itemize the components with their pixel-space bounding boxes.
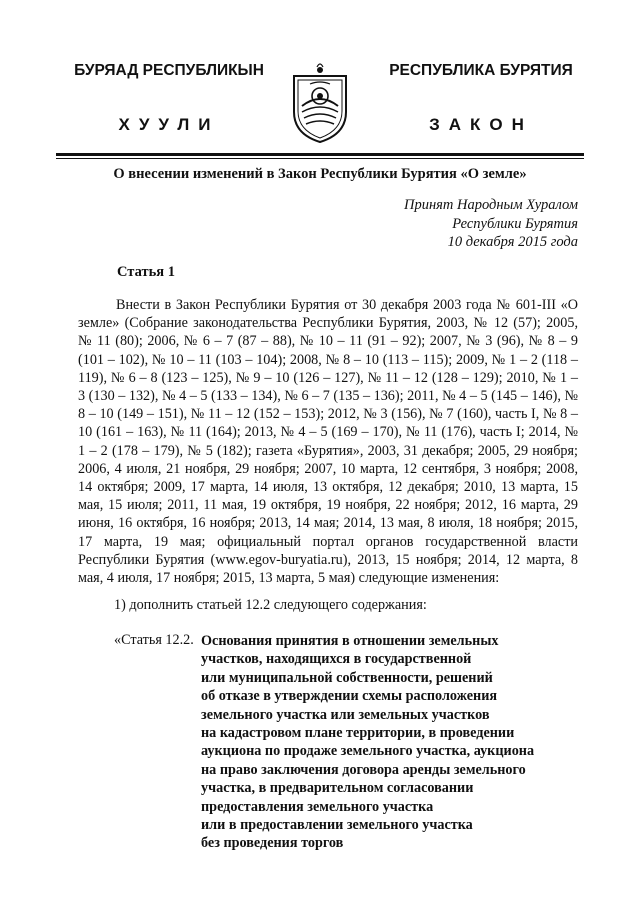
adoption-date: 10 декабря 2015 года	[447, 234, 578, 250]
heading-line: земельного участка или земельных участков	[201, 706, 490, 723]
adoption-note	[404, 196, 578, 252]
heading-line: об отказе в утверждении схемы расположения	[201, 688, 498, 705]
header-left-law: ХУУЛИ	[118, 115, 220, 134]
header-right-name: РЕСПУБЛИКА БУРЯТИЯ	[389, 62, 573, 79]
header-rule-thick	[56, 153, 584, 156]
coat-of-arms-icon	[290, 62, 350, 144]
heading-line: или муниципальной собственности, решений	[201, 669, 493, 686]
document-title: О внесении изменений в Закон Республики Бурятия «О земле»	[113, 166, 527, 182]
header-left-name: БУРЯАД РЕСПУБЛИКЫН	[74, 62, 264, 79]
adoption-line: Республики Бурятия	[452, 215, 578, 232]
header-right-law: ЗАКОН	[429, 115, 533, 134]
new-article-heading	[201, 632, 571, 853]
heading-line: предоставления земельного участка	[201, 798, 434, 815]
heading-line: участков, находящихся в государственной	[201, 651, 472, 668]
heading-line: аукциона по продаже земельного участка, аукциона	[201, 743, 535, 760]
new-article-prefix: «Статья 12.2.	[114, 632, 194, 648]
heading-line: или в предоставлении земельного участка	[201, 817, 473, 834]
header-rule-thin	[56, 158, 584, 159]
adoption-line: Принят Народным Хуралом	[403, 197, 578, 213]
heading-line: на право заключения договора аренды земельного	[201, 761, 526, 778]
heading-line: без проведения торгов	[201, 835, 344, 852]
amendment-item: 1) дополнить статьей 12.2 следующего содержания:	[114, 597, 427, 613]
heading-line: Основания принятия в отношении земельных	[201, 633, 499, 649]
article-label: Статья 1	[117, 264, 175, 280]
heading-line: участка, в предварительном согласовании	[201, 780, 474, 797]
body-paragraph: Внести в Закон Республики Бурятия от 30 декабря 2003 года № 601-III «О земле» (Собрание законодательства Республики Бурятия, 2003, № 12 (57); 2005, № 11 (80); 2006, № 6 – 7 (87 – 88), № 10 – 11 (91 – 92); 2007, № 3 (96), № 8 – 9 (101 – 102), № 10 – 11 (103 – 104); 2008, № 8 – 10 (113 – 115); 2009, № 1 – 2 (118 – 119), № 6 – 8 (123 – 125), № 9 – 10 (126 – 127), № 11 – 12 (128 – 129); 2010, № 1 – 3 (130 – 132), № 4 – 5 (133 – 134), № 6 – 7 (135 – 136); 2011, № 4 – 5 (145 – 146), № 8 – 10 (149 – 151), № 11 – 12 (152 – 153); 2012, № 3 (156), № 7 (160), часть I, № 8 – 10 (161 – 163), № 11 (164); 2013, № 4 – 5 (169 – 170), № 11 (176), часть I; 2014, № 1 – 2 (178 – 179), № 5 (182); газета «Бурятия», 2003, 31 декабря; 2005, 29 ноября; 2006, 4 июля, 21 ноября, 29 ноября; 2007, 10 марта, 12 сентября, 3 ноября; 2008, 14 октября; 2009, 17 марта, 14 июля, 13 октября, 12 декабря; 2010, 13 марта, 15 мая, 15 июля; 2011, 11 мая, 19 октября, 19 ноября, 22 ноября; 2012, 16 марта, 29 июня, 16 октября, 16 ноября; 2013, 14 мая; 2014, 13 мая, 8 июля, 18 ноября; 2015, 17 марта, 19 мая; официальный портал органов государственной власти Республики Бурятия (www.egov-buryatia.ru), 2013, 15 ноября; 2014, 12 марта, 8 мая, 4 июля, 17 ноября; 2015, 13 марта, 5 мая) следующие изменения:	[78, 297, 578, 587]
heading-line: на кадастровом плане территории, в проведении	[201, 725, 515, 742]
